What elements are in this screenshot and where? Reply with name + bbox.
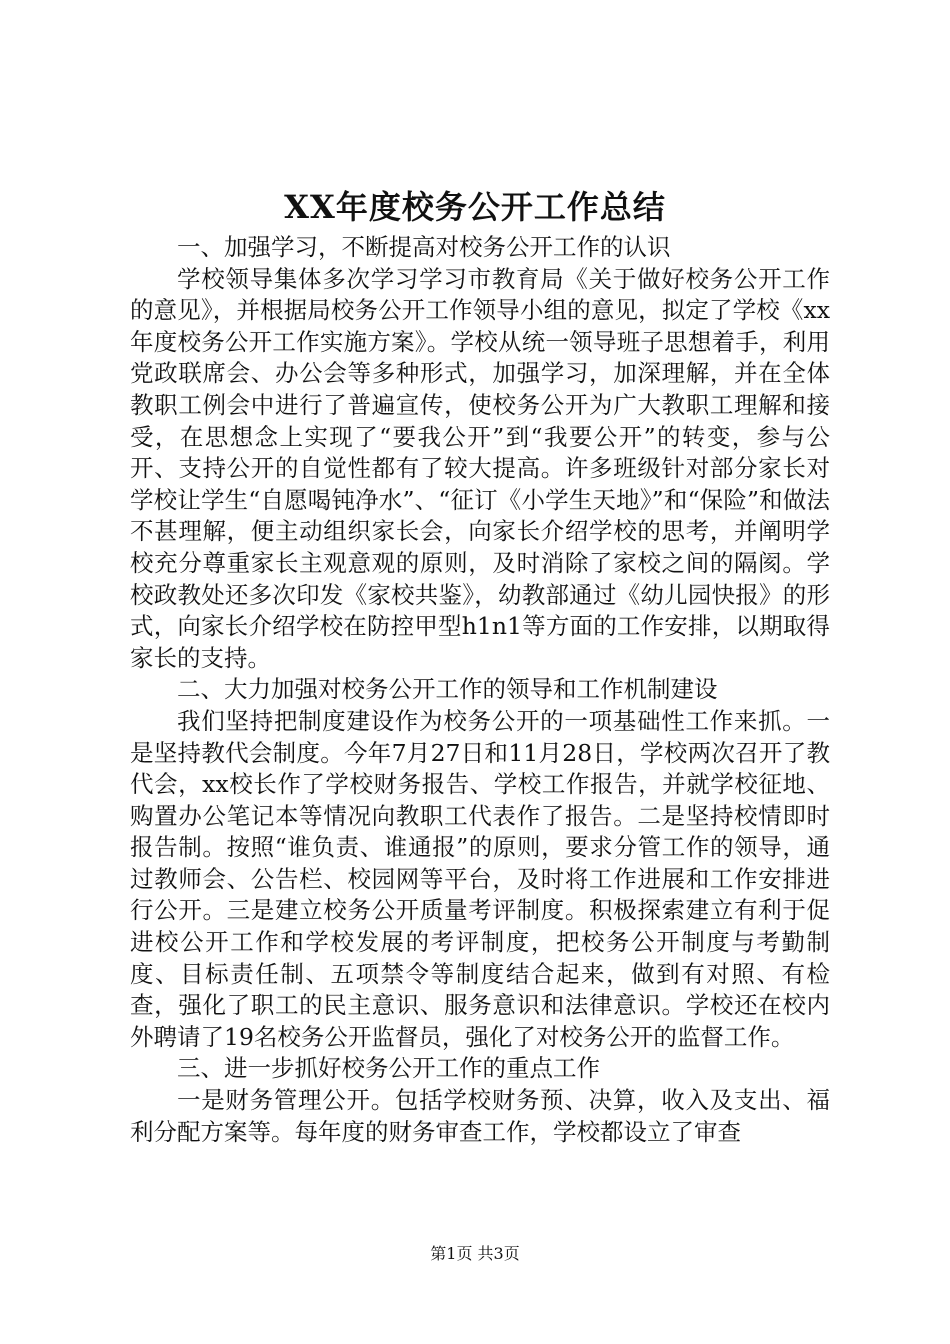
section-heading-3: 三、进一步抓好校务公开工作的重点工作 — [177, 1054, 600, 1083]
document-body — [130, 232, 830, 1148]
page-footer: 第1页 共3页 — [430, 1244, 520, 1263]
page-title: XX年度校务公开工作总结 — [284, 188, 666, 226]
section-heading-1: 一、加强学习，不断提高对校务公开工作的认识 — [177, 233, 671, 261]
section-paragraph-3: 一是财务管理公开。包括学校财务预、决算，收入及支出、福利分配方案等。每年度的财务审查工作，学校都设立了审查 — [130, 1086, 830, 1146]
section-paragraph-1: 学校领导集体多次学习学习市教育局《关于做好校务公开工作的意见》，并根据局校务公开工作领导小组的意见，拟定了学校《xx年度校务公开工作实施方案》。学校从统一领导班子思想着手，利用党政联席会、办公会等多种形式，加强学习，加深理解，并在全体教职工例会中进行了普遍宣传，使校务公开为广大教职工理解和接受，在思想念上实现了“要我公开”到“我要公开”的转变，参与公开、支持公开的自觉性都有了较大提高。许多班级针对部分家长对学校让学生“自愿喝钝净水”、“征订《小学生天地》”和“保险”和做法不甚理解，便主动组织家长会，向家长介绍学校的思考，并阐明学校充分尊重家长主观意观的原则，及时消除了家校之间的隔阂。学校政教处还多次印发《家校共鉴》，幼教部通过《幼儿园快报》的形式，向家长介绍学校在防控甲型h1n1等方面的工作安排，以期取得家长的支持。 — [130, 264, 830, 672]
section-paragraph-2: 我们坚持把制度建设作为校务公开的一项基础性工作来抓。一是坚持教代会制度。今年7月27日和11月28日，学校两次召开了教代会，xx校长作了学校财务报告、学校工作报告，并就学校征地、购置办公笔记本等情况向教职工代表作了报告。二是坚持校情即时报告制。按照“谁负责、谁通报”的原则，要求分管工作的领导，通过教师会、公告栏、校园网等平台，及时将工作进展和工作安排进行公开。三是建立校务公开质量考评制度。积极探索建立有利于促进校公开工作和学校发展的考评制度，把校务公开制度与考勤制度、目标责任制、五项禁令等制度结合起来，做到有对照、有检查，强化了职工的民主意识、服务意识和法律意识。学校还在校内外聘请了19名校务公开监督员，强化了对校务公开的监督工作。 — [130, 706, 830, 1051]
section-heading-2: 二、大力加强对校务公开工作的领导和工作机制建设 — [177, 675, 718, 704]
